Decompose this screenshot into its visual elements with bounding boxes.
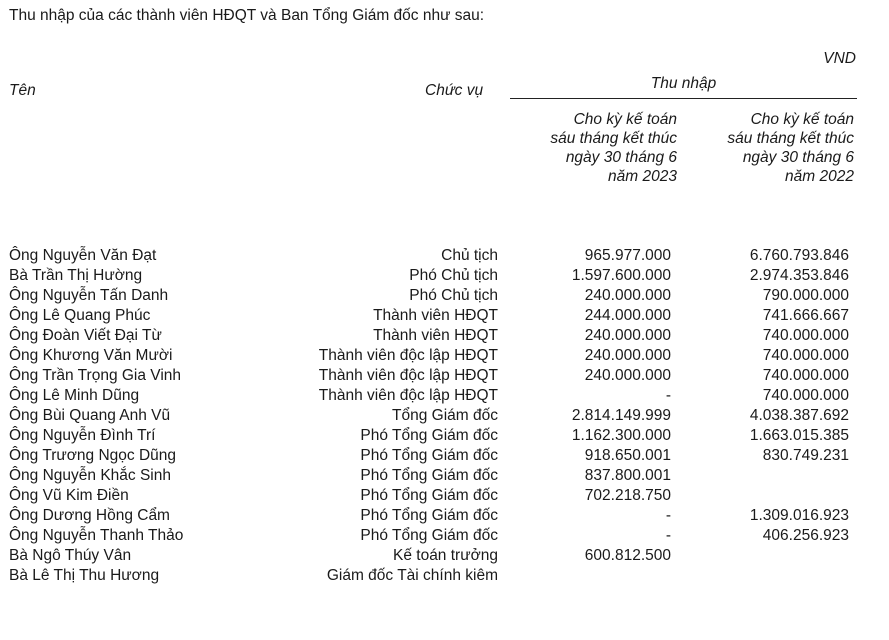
income-2022: 741.666.667 [762, 307, 849, 324]
header-income: Thu nhập [650, 75, 717, 92]
member-role: Phó Tổng Giám đốc [360, 487, 498, 504]
member-role: Giám đốc Tài chính kiêm [326, 567, 498, 584]
table-row [0, 387, 889, 407]
income-2022: 740.000.000 [762, 347, 849, 364]
income-2022: 740.000.000 [762, 387, 849, 404]
member-role: Phó Tổng Giám đốc [360, 527, 498, 544]
member-name: Ông Dương Hồng Cẩm [9, 507, 170, 524]
member-name: Bà Ngô Thúy Vân [9, 547, 132, 564]
member-name: Ông Nguyễn Tấn Danh [9, 287, 169, 304]
table-row [0, 327, 889, 347]
member-role: Phó Tổng Giám đốc [360, 467, 498, 484]
table-row [0, 487, 889, 507]
member-name: Ông Lê Minh Dũng [9, 387, 140, 404]
table-row [0, 507, 889, 527]
member-name: Ông Nguyễn Văn Đạt [9, 247, 157, 264]
income-underline [510, 98, 857, 99]
income-2023: 965.977.000 [584, 247, 671, 264]
header-name: Tên [9, 82, 36, 99]
income-2023: 244.000.000 [584, 307, 671, 324]
period-2023-line: sáu tháng kết thúc [550, 130, 677, 147]
income-2022: 1.663.015.385 [749, 427, 849, 444]
period-2022-line: sáu tháng kết thúc [727, 130, 854, 147]
period-2022-line: Cho kỳ kế toán [750, 111, 854, 128]
income-2023: 240.000.000 [584, 287, 671, 304]
income-2022: 740.000.000 [762, 367, 849, 384]
member-role: Phó Tổng Giám đốc [360, 507, 498, 524]
table-row [0, 347, 889, 367]
member-role: Phó Chủ tịch [409, 287, 498, 304]
member-role: Phó Chủ tịch [409, 267, 498, 284]
income-2022: 830.749.231 [762, 447, 849, 464]
table-row [0, 427, 889, 447]
income-2023: 240.000.000 [584, 347, 671, 364]
member-name: Ông Khương Văn Mười [9, 347, 173, 364]
period-2023-line: ngày 30 tháng 6 [565, 149, 677, 166]
member-role: Chủ tịch [441, 247, 498, 264]
income-2023: 1.597.600.000 [571, 267, 671, 284]
income-2023: 1.162.300.000 [571, 427, 671, 444]
member-name: Ông Bùi Quang Anh Vũ [9, 407, 171, 424]
member-name: Ông Trương Ngọc Dũng [9, 447, 177, 464]
member-name: Ông Lê Quang Phúc [9, 307, 151, 324]
income-2023: - [665, 387, 671, 404]
income-2023: 2.814.149.999 [571, 407, 671, 424]
income-2023: 600.812.500 [584, 547, 671, 564]
member-role: Thành viên độc lập HĐQT [318, 347, 498, 364]
income-2022: 740.000.000 [762, 327, 849, 344]
income-2022: 2.974.353.846 [749, 267, 849, 284]
period-2022-line: ngày 30 tháng 6 [742, 149, 854, 166]
income-2023: 837.800.001 [584, 467, 671, 484]
member-role: Phó Tổng Giám đốc [360, 427, 498, 444]
member-name: Ông Trần Trọng Gia Vinh [9, 367, 182, 384]
member-name: Ông Nguyễn Thanh Thảo [9, 527, 184, 544]
period-2023-line: năm 2023 [608, 168, 677, 185]
period-2023-line: Cho kỳ kế toán [573, 111, 677, 128]
income-2023: 702.218.750 [584, 487, 671, 504]
header-role: Chức vụ [425, 82, 484, 99]
table-row [0, 547, 889, 567]
income-2023: 918.650.001 [584, 447, 671, 464]
table-row [0, 527, 889, 547]
table-row [0, 287, 889, 307]
income-2022: 406.256.923 [762, 527, 849, 544]
header-period-2022 [682, 110, 854, 186]
period-2022-line: năm 2022 [785, 168, 854, 185]
income-2023: - [665, 507, 671, 524]
member-name: Ông Nguyễn Khắc Sinh [9, 467, 171, 484]
income-2022: 1.309.016.923 [749, 507, 849, 524]
income-2023: - [665, 527, 671, 544]
intro-text: Thu nhập của các thành viên HĐQT và Ban Tổng Giám đốc như sau: [9, 7, 485, 24]
income-2022: 4.038.387.692 [749, 407, 849, 424]
income-2023: 240.000.000 [584, 367, 671, 384]
member-role: Thành viên độc lập HĐQT [318, 367, 498, 384]
income-2022: 6.760.793.846 [749, 247, 849, 264]
table-row [0, 367, 889, 387]
member-role: Thành viên HĐQT [373, 327, 498, 344]
member-name: Bà Lê Thị Thu Hương [9, 567, 160, 584]
table-row [0, 267, 889, 287]
header-period-2023 [505, 110, 677, 186]
member-name: Ông Vũ Kim Điền [9, 487, 129, 504]
table-row [0, 467, 889, 487]
table-row [0, 407, 889, 427]
income-2023: 240.000.000 [584, 327, 671, 344]
member-role: Kế toán trưởng [393, 547, 498, 564]
table-row [0, 307, 889, 327]
table-row [0, 447, 889, 467]
member-role: Tổng Giám đốc [392, 407, 498, 424]
table-row [0, 247, 889, 267]
member-role: Phó Tổng Giám đốc [360, 447, 498, 464]
table-row [0, 567, 889, 587]
income-2022: 790.000.000 [762, 287, 849, 304]
member-name: Ông Nguyễn Đình Trí [9, 427, 156, 444]
member-role: Thành viên độc lập HĐQT [318, 387, 498, 404]
currency-label: VND [823, 50, 856, 67]
member-name: Ông Đoàn Viết Đại Từ [9, 327, 162, 344]
member-role: Thành viên HĐQT [373, 307, 498, 324]
member-name: Bà Trần Thị Hường [9, 267, 143, 284]
